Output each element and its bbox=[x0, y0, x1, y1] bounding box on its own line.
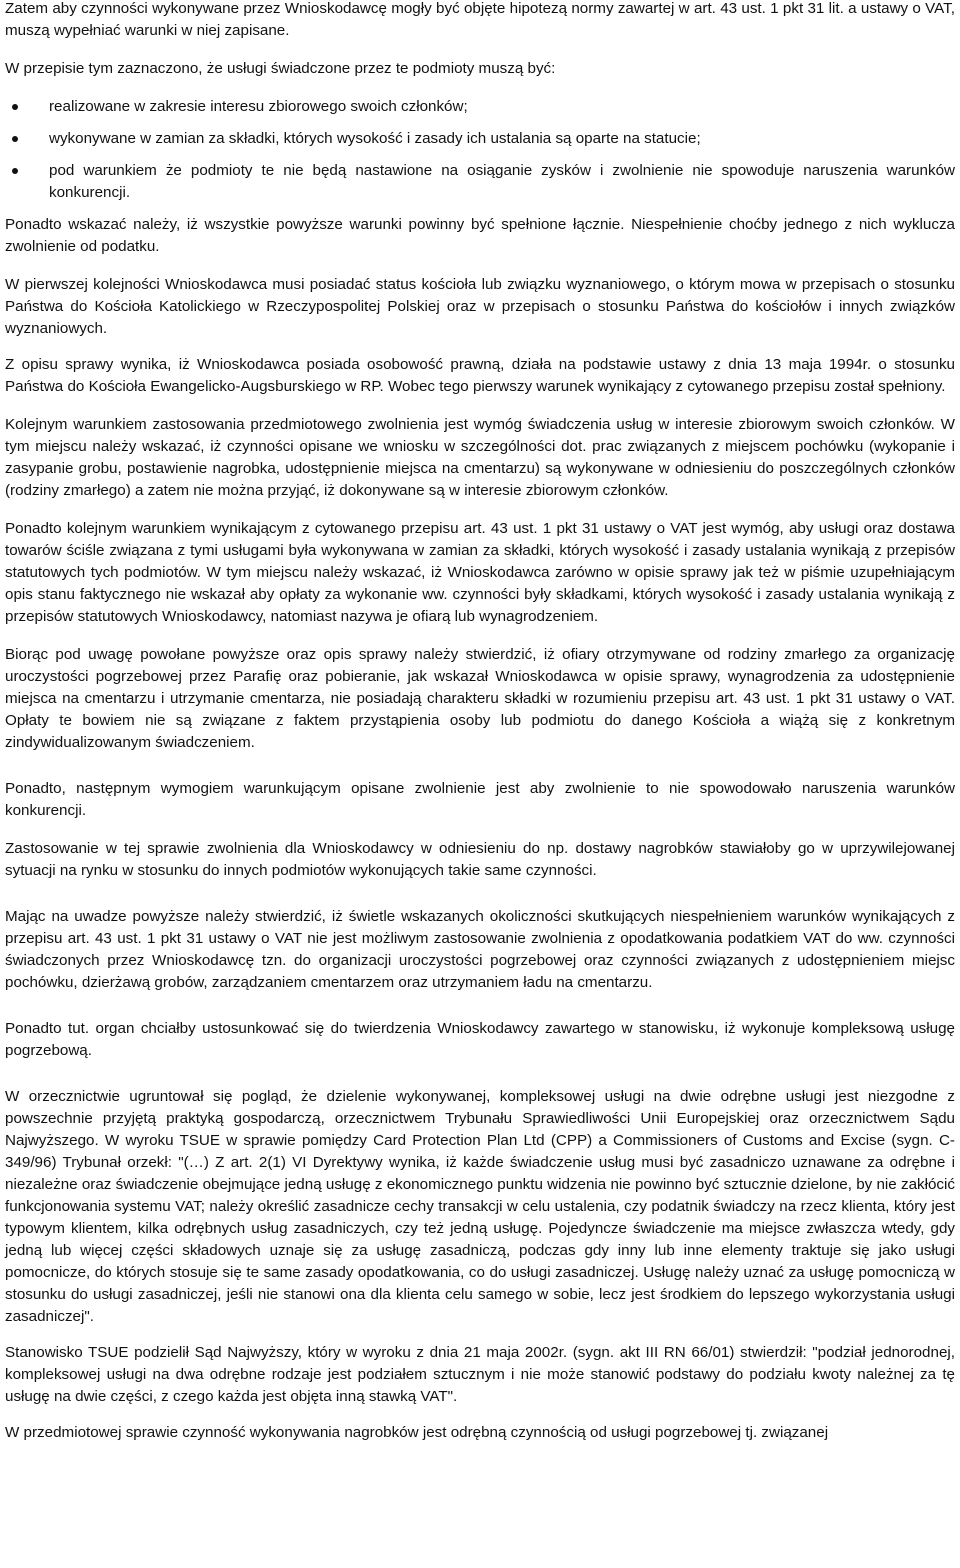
list-item bbox=[5, 96, 955, 118]
paragraph: Kolejnym warunkiem zastosowania przedmiotowego zwolnienia jest wymóg świadczenia usług w interesie zbiorowym swoich członków. W tym miejscu należy wskazać, iż czynności opisane we wniosku w szczególności dot. prac związanych z miejscem pochówku (wykopanie i zasypanie grobu, postawienie nagrobka, udostępnienie miejsca na cmentarzu) są wykonywane w odniesieniu do poszczególnych członków (rodziny zmarłego) a zatem nie można przyjąć, iż dokonywane są w interesie zbiorowym członków. bbox=[5, 416, 955, 499]
paragraph: Ponadto wskazać należy, iż wszystkie powyższe warunki powinny być spełnione łącznie. Niespełnienie choćby jednego z nich wyklucza zwolnienie od podatku. bbox=[5, 216, 955, 255]
paragraph: Ponadto, następnym wymogiem warunkującym opisane zwolnienie jest aby zwolnienie to nie spowodowało naruszenia warunków konkurencji. bbox=[5, 780, 955, 819]
list-item-text: realizowane w zakresie interesu zbiorowego swoich członków; bbox=[49, 98, 468, 115]
bullet-icon bbox=[12, 136, 18, 142]
paragraph: Ponadto kolejnym warunkiem wynikającym z cytowanego przepisu art. 43 ust. 1 pkt 31 ustawy o VAT jest wymóg, aby usługi oraz dostawa towarów ściśle związana z tymi usługami była wykonywana w zamian za składki, których wysokość i zasady ustalania wynikają z przepisów statutowych tych podmiotów. W tym miejscu należy wskazać, iż Wnioskodawca zarówno w opisie sprawy jak też w piśmie uzupełniającym opis stanu faktycznego nie wskazał aby opłaty za wykonanie ww. czynności były składkami, których wysokość i zasady ustalania wynikają z przepisów statutowych Wnioskodawcy, natomiast nazywa je ofiarą lub wynagrodzeniem. bbox=[5, 520, 955, 625]
list-item bbox=[5, 128, 955, 150]
paragraph: Zastosowanie w tej sprawie zwolnienia dla Wnioskodawcy w odniesieniu do np. dostawy nagrobków stawiałoby go w uprzywilejowanej sytuacji na rynku w stosunku do innych podmiotów wykonujących takie same czynności. bbox=[5, 840, 955, 879]
intro-paragraph: Zatem aby czynności wykonywane przez Wnioskodawcę mogły być objęte hipotezą normy zawartej w art. 43 ust. 1 pkt 31 lit. a ustawy o VAT, muszą wypełniać warunki w niej zapisane. bbox=[5, 0, 955, 39]
paragraph: Biorąc pod uwagę powołane powyższe oraz opis sprawy należy stwierdzić, iż ofiary otrzymywane od rodziny zmarłego za organizację uroczystości pogrzebowej przez Parafię oraz pobieranie, jak wskazał Wnioskodawca w opisie sprawy, wynagrodzenia za udostępnienie miejsca na cmentarzu i utrzymanie cmentarza, nie posiadają charakteru składki w rozumieniu przepisu art. 43 ust. 1 pkt 31 ustawy o VAT. Opłaty te bowiem nie są związane z faktem przystąpienia osoby lub podmiotu do danego Kościoła a wiążą się z konkretnym zindywidualizowanym świadczeniem. bbox=[5, 646, 955, 751]
list-item-text: pod warunkiem że podmioty te nie będą nastawione na osiąganie zysków i zwolnienie nie spowoduje naruszenia warunków konkurencji. bbox=[49, 162, 955, 201]
paragraph: W przedmiotowej sprawie czynność wykonywania nagrobków jest odrębną czynnością od usługi pogrzebowej tj. związanej bbox=[5, 1424, 829, 1441]
list-item bbox=[5, 160, 955, 204]
bullet-icon bbox=[12, 104, 18, 110]
paragraph: W orzecznictwie ugruntował się pogląd, że dzielenie wykonywanej, kompleksowej usługi na dwie odrębne usługi jest niezgodne z powszechnie przyjętą praktyką gospodarczą, orzecznictwem Trybunału Sprawiedliwości Unii Europejskiej oraz orzecznictwem Sądu Najwyższego. W wyroku TSUE w sprawie pomiędzy Card Protection Plan Ltd (CPP) a Commissioners of Customs and Excise (sygn. C-349/96) Trybunał orzekł: "(…) Z art. 2(1) VI Dyrektywy wynika, iż każde świadczenie usług musi być zasadniczo uznawane za odrębne i niezależne oraz świadczenie obejmujące jedną usługę z ekonomicznego punktu widzenia nie powinno być sztucznie dzielone, by nie zakłócić funkcjonowania systemu VAT; należy określić zasadnicze cechy transakcji w celu ustalenia, czy podatnik świadczy na rzecz klienta, który jest typowym klientem, kilka odrębnych usług zasadniczych, czy też jedną usługę. Pojedyncze świadczenie ma miejsce zwłaszcza wtedy, gdy jedną lub więcej części składowych uznaje się za usługę zasadniczą, podczas gdy inny lub inne elementy traktuje się jako usługi pomocnicze, do których stosuje się te same zasady opodatkowania, co do usługi zasadniczej. Usługę należy uznać za usługę pomocniczą w stosunku do usługi zasadniczej, jeśli nie stanowi ona dla klienta celu samego w sobie, lecz jest środkiem do lepszego wykorzystania usługi zasadniczej". bbox=[5, 1088, 955, 1325]
paragraph: W pierwszej kolejności Wnioskodawca musi posiadać status kościoła lub związku wyznaniowego, o którym mowa w przepisach o stosunku Państwa do Kościoła Katolickiego w Rzeczypospolitej Polskiej oraz w przepisach o stosunku Państwa do kościołów i innych związków wyznaniowych. bbox=[5, 276, 955, 337]
paragraph: Z opisu sprawy wynika, iż Wnioskodawca posiada osobowość prawną, działa na podstawie ustawy z dnia 13 maja 1994r. o stosunku Państwa do Kościoła Ewangelicko-Augsburskiego w RP. Wobec tego pierwszy warunek wynikający z cytowanego przepisu został spełniony. bbox=[5, 356, 955, 395]
paragraph: Mając na uwadze powyższe należy stwierdzić, iż świetle wskazanych okoliczności skutkujących niespełnieniem warunków wynikających z przepisu art. 43 ust. 1 pkt 31 ustawy o VAT nie jest możliwym zastosowanie zwolnienia z opodatkowania podatkiem VAT do ww. czynności świadczonych przez Wnioskodawcę tzn. do organizacji uroczystości pogrzebowej oraz czynności związanych z udostępnieniem miejsc pochówku, dzierżawą grobów, zarządzaniem cmentarzem oraz utrzymaniem ładu na cmentarzu. bbox=[5, 908, 955, 991]
list-item-text: wykonywane w zamian za składki, których wysokość i zasady ich ustalania są oparte na statucie; bbox=[49, 130, 701, 147]
conditions-list bbox=[5, 96, 955, 204]
paragraph: Ponadto tut. organ chciałby ustosunkować się do twierdzenia Wnioskodawcy zawartego w stanowisku, iż wykonuje kompleksową usługę pogrzebową. bbox=[5, 1020, 955, 1059]
bullet-icon bbox=[12, 168, 18, 174]
paragraph: Stanowisko TSUE podzielił Sąd Najwyższy, który w wyroku z dnia 21 maja 2002r. (sygn. akt III RN 66/01) stwierdził: "podział jednorodnej, kompleksowej usługi na dwa odrębne rodzaje jest podziałem sztucznym i nie może stanowić podstawy do podziału kwoty należnej za tę usługę na dwie części, z czego każda jest objęta inną stawką VAT". bbox=[5, 1344, 955, 1405]
lead-in-paragraph: W przepisie tym zaznaczono, że usługi świadczone przez te podmioty muszą być: bbox=[5, 60, 556, 77]
